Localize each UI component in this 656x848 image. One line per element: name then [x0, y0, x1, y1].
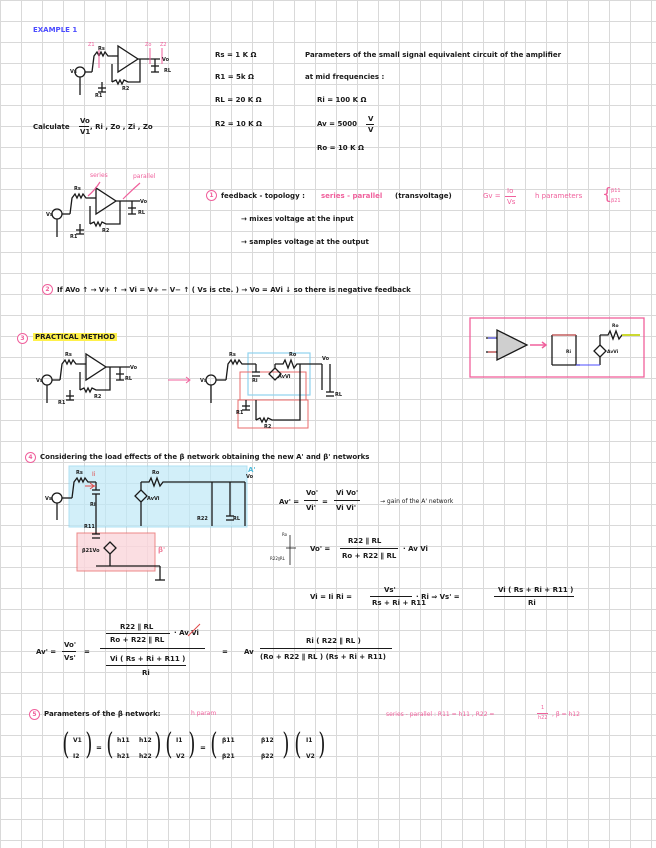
big-eq-eq2: = [222, 648, 228, 656]
section-5-text: Parameters of the β network: [44, 710, 161, 718]
matrix-i1-b: I1 [306, 737, 313, 744]
svg-text:Vo: Vo [130, 365, 138, 371]
big-eq-bot-den: Ri [142, 669, 150, 677]
svg-text:RL: RL [125, 376, 133, 382]
vi-eq-mid: · Ri ⇒ Vs' = [416, 593, 460, 601]
vi-eq-num: Vs' [384, 586, 396, 594]
svg-text:β': β' [158, 546, 166, 554]
svg-text:Ro: Ro [282, 532, 288, 537]
svg-text:AvVi: AvVi [607, 350, 619, 355]
label-rs: Rs [98, 46, 105, 52]
svg-text:RL: RL [335, 392, 343, 398]
amp-param-av-num: V [368, 115, 374, 123]
matrix-i1: I1 [176, 737, 183, 744]
svg-text:Ro: Ro [289, 352, 297, 358]
matrix-h12: h12 [139, 737, 152, 744]
calculate-label: Calculate [33, 123, 70, 131]
svg-text:Z1: Z1 [88, 42, 95, 48]
svg-text:R22: R22 [197, 516, 208, 522]
vi-eq-den2: Ri [528, 599, 536, 607]
amp-param-av-den: V [368, 126, 374, 134]
relation-left: Gv = [483, 192, 501, 200]
matrix-h21: h21 [117, 753, 130, 760]
big-eq-lhs: Av' = [36, 648, 57, 656]
amp-param-ri: Ri = 100 K Ω [317, 96, 367, 104]
section-3-title: PRACTICAL METHOD [35, 333, 116, 341]
series-label: series [90, 172, 108, 179]
parallel-label: parallel [133, 173, 156, 180]
relation-right: h parameters [535, 192, 583, 200]
gain-eq-lhs: Av' = [279, 498, 300, 506]
label-vs: Vs [70, 69, 77, 75]
gain-eq-equals: = [322, 498, 328, 506]
svg-text:Rs: Rs [229, 352, 236, 358]
amp-param-av: Av = 5000 [317, 120, 357, 128]
big-eq-rhs-num: Ri ( R22 ∥ RL ) [306, 637, 361, 645]
svg-text:Rs: Rs [74, 186, 81, 192]
matrix-h22: h22 [139, 753, 152, 760]
section-5-right-num: 1 [541, 705, 545, 711]
gain-eq-f2-den: Vi Vi' [336, 504, 356, 512]
svg-text:Vs: Vs [45, 496, 52, 502]
section-4-number: 4 [25, 452, 36, 463]
vi-eq-num2: Vi ( Rs + Ri + R11 ) [498, 586, 574, 594]
svg-text:Ro: Ro [152, 470, 160, 476]
gain-eq-f1-num: Vo' [306, 489, 318, 497]
big-eq-top-den: Ro + R22 ∥ RL [110, 636, 165, 644]
big-eq-top-tail: · Av Vi [174, 629, 199, 637]
section-1-number: 1 [206, 190, 217, 201]
section-5-right-den: h22 [538, 715, 548, 721]
matrix-b22: β22 [261, 753, 274, 760]
section-5-right: series - parallel : R11 = h11 , R22 = [386, 711, 495, 718]
svg-text:Vs: Vs [36, 378, 43, 384]
svg-text:β21Vo: β21Vo [82, 548, 100, 554]
bullet-samples: → samples voltage at the output [241, 238, 369, 246]
label-rl: RL [164, 68, 172, 74]
svg-text:Zo: Zo [145, 42, 152, 48]
amp-param-ro: Ro = 10 K Ω [317, 144, 364, 152]
matrix-v2: V2 [176, 753, 185, 760]
gain-eq-note: → gain of the A' network [380, 498, 454, 505]
params-heading-2: at mid frequencies : [305, 73, 385, 81]
vi-eq-lhs: Vi = Ii Ri = [310, 593, 352, 601]
big-eq-f-den: Vs' [64, 654, 76, 662]
label-r1: R1 [95, 93, 103, 99]
svg-text:R2: R2 [94, 394, 102, 400]
section-5-note: h param [191, 710, 217, 717]
vo-eq-den: Ro + R22 ∥ RL [342, 552, 397, 560]
svg-text:R2: R2 [102, 228, 110, 234]
gain-eq-f2-num: Vi Vo' [336, 489, 359, 497]
vo-eq-side: Vo' = [310, 545, 331, 553]
label-vo: Vo [162, 57, 170, 63]
gain-eq-f1-den: Vi' [306, 504, 316, 512]
calc-rest: , Ri , Zo , Zi , Zo [90, 123, 153, 131]
section-3-number: 3 [17, 333, 28, 344]
matrix-i2: I2 [73, 753, 80, 760]
big-eq-f-num: Vo' [64, 641, 76, 649]
relation-b21: β21 [611, 198, 621, 204]
section-5-number: 5 [29, 709, 40, 720]
relation-den: Vs [507, 198, 516, 206]
calc-frac-den: V1 [80, 128, 91, 136]
svg-text:Ri: Ri [566, 350, 572, 355]
matrix-b21: β21 [222, 753, 235, 760]
relation-num: Io [507, 187, 514, 195]
param-rs: Rs = 1 K Ω [215, 51, 257, 59]
matrix-eq-2: = [200, 744, 206, 752]
svg-text:R1: R1 [58, 400, 66, 406]
section-2-text: If AVo ↑ → V+ ↑ → Vi = V+ − V− ↑ ( Vs is cte. ) → Vo = AVi ↓ so there is negative feedback [57, 286, 411, 294]
svg-text:R2: R2 [264, 424, 272, 430]
svg-text:R11: R11 [84, 524, 95, 530]
param-r1: R1 = 5k Ω [215, 73, 254, 81]
big-eq-av: Av [244, 648, 254, 656]
svg-text:Ri: Ri [252, 378, 258, 384]
topology-note: (transvoltage) [395, 192, 452, 200]
big-eq-rhs-den: (Ro + R22 ∥ RL ) (Rs + Ri + R11) [260, 653, 386, 661]
topology-value: series - parallel [321, 192, 383, 200]
svg-text:RL: RL [233, 516, 241, 522]
big-eq-bot-num: Vi ( Rs + Ri + R11 ) [110, 655, 186, 663]
params-heading: Parameters of the small signal equivalent circuit of the amplifier [305, 51, 562, 59]
matrix-b11: β11 [222, 737, 235, 744]
svg-text:Vo: Vo [322, 356, 330, 362]
matrix-v2-b: V2 [306, 753, 315, 760]
svg-text:Ro: Ro [612, 324, 619, 329]
svg-text:R1: R1 [236, 410, 244, 416]
big-eq-top-num: R22 ∥ RL [120, 623, 154, 631]
svg-text:Vo: Vo [140, 199, 148, 205]
big-eq-eq1: = [84, 648, 90, 656]
svg-text:RL: RL [138, 210, 146, 216]
svg-text:Z2: Z2 [160, 42, 167, 48]
vo-eq-num: R22 ∥ RL [348, 537, 382, 545]
svg-text:A': A' [248, 466, 256, 474]
vo-eq-tail: · Av Vi [403, 545, 428, 553]
section-4-text: Considering the load effects of the β network obtaining the new A' and β' networks [40, 453, 370, 461]
cancel-marks [0, 0, 1, 1]
matrix-b12: β12 [261, 737, 274, 744]
svg-text:Vo: Vo [246, 474, 254, 480]
svg-text:R1: R1 [70, 234, 78, 240]
svg-text:Rs: Rs [65, 352, 72, 358]
bullet-mixes: → mixes voltage at the input [241, 215, 354, 223]
matrix-v1: V1 [73, 737, 82, 744]
example-title: EXAMPLE 1 [33, 26, 78, 34]
calc-frac-num: Vo [80, 117, 90, 125]
label-r2: R2 [122, 86, 130, 92]
relation-b11: β11 [611, 188, 621, 194]
section-5-right-tail: , β = h12 [552, 711, 580, 718]
svg-text:Rs: Rs [76, 470, 83, 476]
svg-text:Ii: Ii [92, 471, 96, 478]
matrix-h11: h11 [117, 737, 130, 744]
svg-text:R22∥RL: R22∥RL [270, 556, 285, 561]
matrix-eq-1: = [96, 744, 102, 752]
section-2-number: 2 [42, 284, 53, 295]
svg-text:Ri: Ri [90, 502, 96, 508]
param-rl: RL = 20 K Ω [215, 96, 262, 104]
section-1-text: feedback - topology : [221, 192, 305, 200]
svg-text:AvVi: AvVi [147, 496, 160, 502]
svg-text:Vs: Vs [200, 378, 207, 384]
svg-text:Vs: Vs [46, 212, 53, 218]
vi-eq-den: Rs + Ri + R11 [372, 599, 426, 607]
svg-text:AvVi: AvVi [278, 374, 291, 380]
param-r2: R2 = 10 K Ω [215, 120, 262, 128]
